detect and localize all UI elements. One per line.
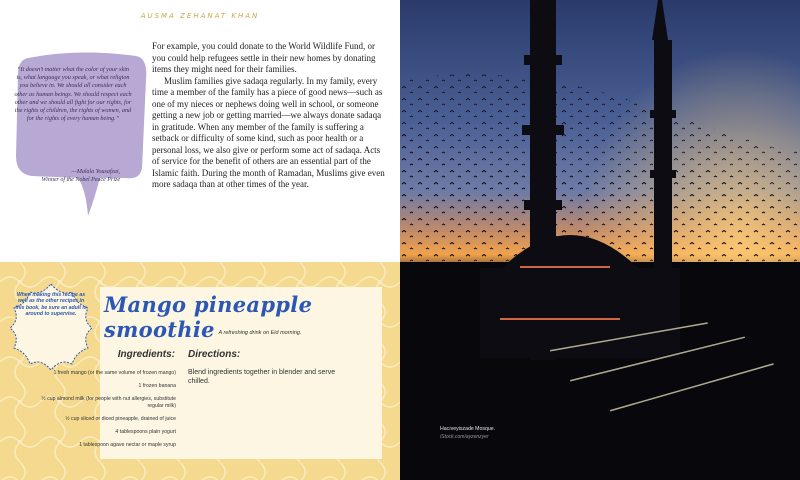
ingredient-item: 1 fresh mango (or the same volume of frozen mango) — [53, 370, 176, 376]
ingredients-heading: Ingredients: — [117, 349, 175, 360]
ingredient-item: ½ cup almond milk (for people with nut allergies, substitute regular milk) — [41, 396, 176, 409]
quote-attribution — [14, 168, 132, 184]
quote-text: “It doesn’t matter what the color of your skin is, what language you speak, or what religion you believe in. We should all consider each other as human beings. We should respect each other and we should all fight for our rights, for the rights of children, the rights of women, and for the rights of every human being.” — [14, 66, 132, 123]
ingredient-item: ½ cup sliced or diced pineapple, drained of juice — [65, 415, 176, 422]
photo-caption: Hacıveyiszade Mosque. — [440, 426, 496, 432]
ingredient-item: 1 frozen banana — [138, 383, 176, 390]
mosque-photo — [400, 0, 800, 480]
recipe-title: Mango pineapple smoothie — [104, 292, 313, 342]
body-paragraph-1: For example, you could donate to the World Wildlife Fund, or you could help refugees settle in their new homes by donating items they might need for their families. — [152, 41, 376, 74]
quote-attribution-name: —Malala Yousafzai, — [71, 169, 120, 175]
ingredient-item: 4 tablespoons plain yogurt — [115, 428, 176, 435]
recipe-subtitle: A refreshing drink on Eid morning. — [218, 330, 302, 336]
ingredients-list — [30, 370, 176, 455]
ingredient-item: 1 tablespoon agave nectar or maple syrup — [79, 442, 176, 449]
directions-text: Blend ingredients together in blender and serve chilled. — [188, 369, 336, 385]
running-header: AUSMA ZEHANAT KHAN — [140, 12, 260, 20]
body-paragraph-2: Muslim families give sadaqa regularly. In my family, every time a member of the family has a piece of good news—such as one of my nieces or nephews doing well in school, or someone getting a new job or getting married—we always donate sadaqa in gratitude. When any member of the family is suffering a setback or difficulty of some kind, such as poor health or a personal loss, we also give or perform some act of sadaqa. Acts of service for the benefit of others are an essential part of the Islamic faith. During the month of Ramadan, Muslims give even more sadaqa than at other times of the year. — [152, 75, 385, 189]
recipe-band — [0, 262, 400, 480]
body-text — [152, 41, 388, 191]
directions-heading: Directions: — [188, 349, 241, 360]
photo-credit: iStock.com/ayzenzyer — [440, 434, 489, 440]
quote-attribution-title: Winner of the Nobel Peace Prize — [41, 177, 120, 183]
supervision-note: When making this recipe as well as the other recipes in this book, be sure an adult is around to supervise. — [15, 292, 87, 318]
